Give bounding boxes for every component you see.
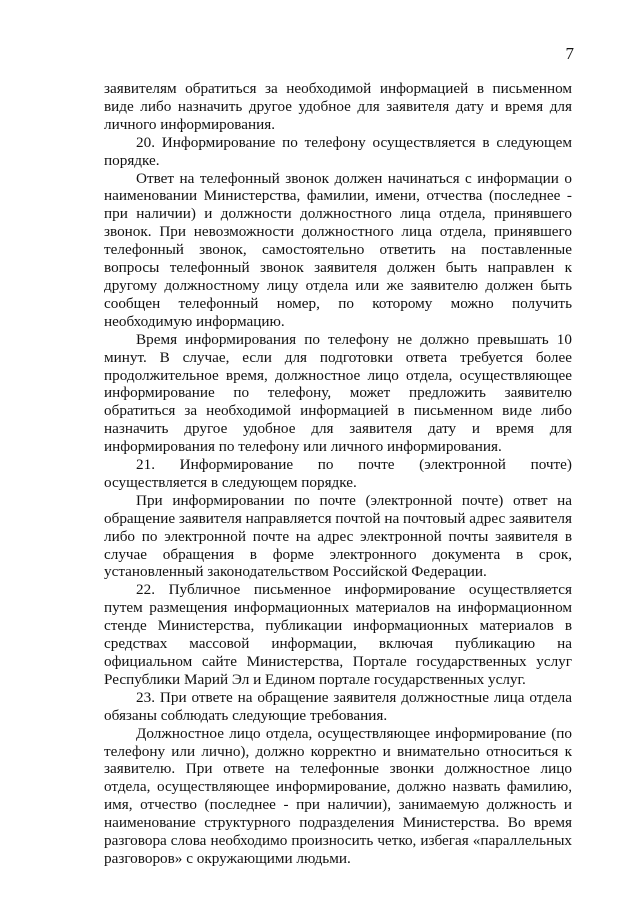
document-body — [104, 80, 572, 868]
paragraph: 22. Публичное письменное информирование осуществляется путем размещения информационных материалов на информационном стенде Министерства, публикации информационных материалов в средствах массовой информации, включая публикацию на официальном сайте Министерства, Портале государственных услуг Республики Марий Эл и Едином портале государственных услуг. — [104, 581, 572, 688]
paragraph: 20. Информирование по телефону осуществляется в следующем порядке. — [104, 133, 572, 169]
paragraph: Время информирования по телефону не должно превышать 10 минут. В случае, если для подготовки ответа требуется более продолжительное время, должностное лицо отдела, осуществляющее информирование по телефону, может предложить заявителю обратиться за необходимой информацией в письменном виде либо назначить другое удобное для заявителя дату и время для информирования по телефону или личного информирования. — [104, 330, 572, 456]
paragraph: заявителям обратиться за необходимой информацией в письменном виде либо назначить другое удобное для заявителя дату и время для личного информирования. — [104, 80, 572, 133]
page-number: 7 — [565, 44, 574, 63]
paragraph: 23. При ответе на обращение заявителя должностные лица отдела обязаны соблюдать следующие требования. — [104, 688, 572, 724]
paragraph: Должностное лицо отдела, осуществляющее информирование (по телефону или лично), должно корректно и внимательно относиться к заявителю. При ответе на телефонные звонки должностное лицо отдела, осуществляющее информирование, должно назвать фамилию, имя, отчество (последнее - при наличии), занимаемую должность и наименование структурного подразделения Министерства. Во время разговора слова необходимо произносить четко, избегая «параллельных разговоров» с окружающими людьми. — [104, 724, 572, 867]
paragraph: 21. Информирование по почте (электронной почте) осуществляется в следующем порядке. — [104, 456, 572, 491]
paragraph: При информировании по почте (электронной почте) ответ на обращение заявителя направляется почтой на почтовый адрес заявителя либо по электронной почте на адрес электронной почты заявителя в случае обращения в форме электронного документа в срок, установленный законодательством Российской Федерации. — [104, 491, 572, 581]
paragraph: Ответ на телефонный звонок должен начинаться с информации о наименовании Министерства, фамилии, имени, отчества (последнее - при наличии) и должности должностного лица отдела, принявшего звонок. При невозможности должностного лица отдела, принявшего телефонный звонок, самостоятельно ответить на поставленные вопросы телефонный звонок заявителя должен быть направлен к другому должностному лицу отдела или же заявителю должен быть сообщен телефонный номер, по которому можно получить необходимую информацию. — [104, 169, 572, 330]
